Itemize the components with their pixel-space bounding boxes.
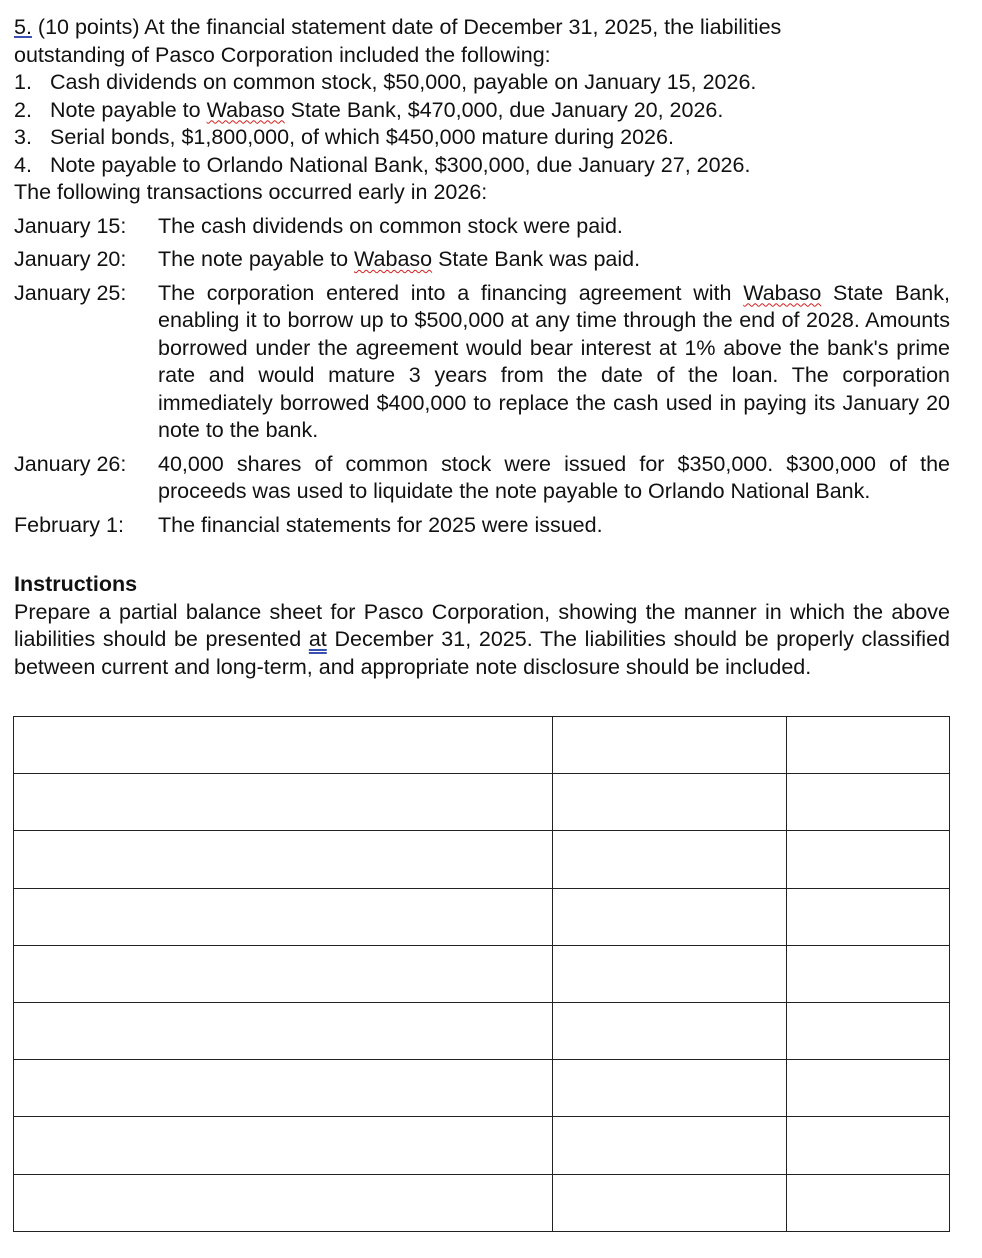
problem-intro: (10 points) At the financial statement date of December 31, 2025, the liabilities [31,15,782,39]
transaction-date: January 26: [14,451,127,476]
amount-cell[interactable] [553,717,787,774]
table-row [14,1060,950,1117]
description-cell[interactable] [14,774,553,831]
transaction-row [14,246,950,274]
spellcheck-word: Wabaso [743,280,822,305]
transaction-description: The financial statements for 2025 were issued. [158,512,603,537]
list-item: 4. Note payable to Orlando National Bank, $300,000, due January 27, 2026. [14,152,751,177]
table-row [14,945,950,1002]
table-row [14,1002,950,1059]
transaction-description: 40,000 shares of common stock were issued for $350,000. $300,000 of the proceeds was used to liquidate the note payable to Orlando National Bank. [158,451,950,503]
total-cell[interactable] [787,945,950,1002]
list-item: 2. Note payable to Wabaso State Bank, $470,000, due January 20, 2026. [14,97,724,122]
instructions-heading: Instructions [14,572,138,596]
amount-cell[interactable] [553,1117,787,1174]
description-cell[interactable] [14,945,553,1002]
transaction-date: February 1: [14,512,124,537]
table-row [14,831,950,888]
transaction-date: January 25: [14,280,127,305]
spellcheck-word: Wabaso [206,97,285,122]
transaction-row [14,213,950,241]
amount-cell[interactable] [553,1174,787,1231]
underlined-word: at [308,627,327,651]
total-cell[interactable] [787,717,950,774]
total-cell[interactable] [787,1002,950,1059]
table-row [14,888,950,945]
amount-cell[interactable] [553,1060,787,1117]
description-cell[interactable] [14,1117,553,1174]
description-cell[interactable] [14,1002,553,1059]
table-row [14,774,950,831]
problem-heading [14,14,950,42]
total-cell[interactable] [787,1060,950,1117]
transaction-description: The note payable to Wabaso State Bank was paid. [158,247,641,271]
total-cell[interactable] [787,1117,950,1174]
total-cell[interactable] [787,1174,950,1231]
problem-intro-continued: outstanding of Pasco Corporation included the following: [14,42,551,67]
amount-cell[interactable] [553,1002,787,1059]
description-cell[interactable] [14,1060,553,1117]
description-cell[interactable] [14,1174,553,1231]
transactions-intro: The following transactions occurred early in 2026: [14,180,488,204]
transaction-row [14,451,950,506]
description-cell[interactable] [14,831,553,888]
description-cell[interactable] [14,717,553,774]
amount-cell[interactable] [553,945,787,1002]
amount-cell[interactable] [553,831,787,888]
liabilities-list [14,69,950,179]
transaction-date: January 20: [14,247,127,271]
amount-cell[interactable] [553,888,787,945]
transaction-row [14,280,950,445]
transaction-row [14,512,950,540]
amount-cell[interactable] [553,774,787,831]
description-cell[interactable] [14,888,553,945]
transaction-date: January 15: [14,213,127,238]
spellcheck-word: Wabaso [354,247,433,271]
problem-text [14,14,950,681]
table-row [14,1117,950,1174]
table-row [14,1174,950,1231]
instructions-text: Prepare a partial balance sheet for Pasco Corporation, showing the manner in which the above liabilities should be presented at December 31, 2025. The liabilities should be properly classified between current and long-term, and appropriate note disclosure should be included. [14,599,950,679]
transactions-list [14,213,950,540]
transaction-description: The corporation entered into a financing agreement with Wabaso State Bank, enabling it to borrow up to $500,000 at any time through the end of 2028. Amounts borrowed under the agreement would bear interest at 1% above the bank's prime rate and would mature 3 years from the date of the loan. The corporation immediately borrowed $400,000 to replace the cash used in paying its January 20 note to the bank. [158,280,950,442]
problem-number: 5. [14,15,32,39]
list-item: 3. Serial bonds, $1,800,000, of which $450,000 mature during 2026. [14,125,674,149]
transaction-description: The cash dividends on common stock were paid. [158,213,623,238]
total-cell[interactable] [787,831,950,888]
total-cell[interactable] [787,774,950,831]
list-item: 1. Cash dividends on common stock, $50,000, payable on January 15, 2026. [14,70,757,94]
total-cell[interactable] [787,888,950,945]
answer-worksheet-table [13,716,950,1232]
table-row [14,717,950,774]
